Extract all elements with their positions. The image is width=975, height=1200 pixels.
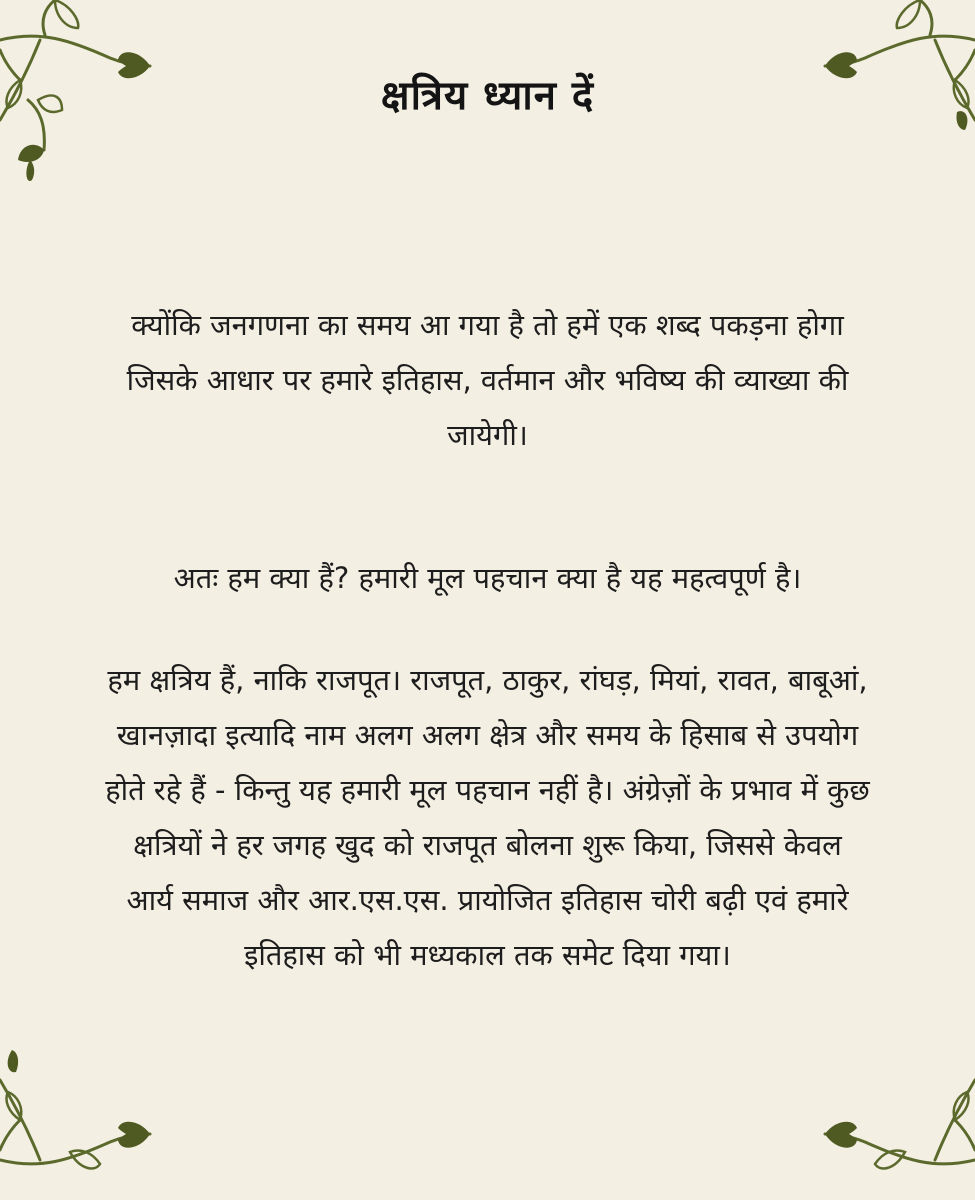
text-line: खानज़ादा इत्यादि नाम अलग अलग क्षेत्र और समय के हिसाब से उपयोग: [116, 718, 859, 752]
text-line: क्योंकि जनगणना का समय आ गया है तो हमें एक शब्द पकड़ना होगा: [131, 308, 844, 342]
paragraph-census: [40, 298, 935, 463]
text-line: जिसके आधार पर हमारे इतिहास, वर्तमान और भविष्य की व्याख्या की: [126, 363, 849, 397]
text-line: होते रहे हैं - किन्तु यह हमारी मूल पहचान नहीं है। अंग्रेज़ों के प्रभाव में कुछ: [105, 773, 870, 807]
text-line: जायेगी।: [447, 418, 528, 452]
text-line: आर्य समाज और आर.एस.एस. प्रायोजित इतिहास चोरी बढ़ी एवं हमारे: [126, 883, 849, 917]
paragraph-identity-question: [40, 551, 935, 606]
paragraph-kshatriya-identity: [40, 653, 935, 983]
page-title: क्षत्रिय ध्यान दें: [380, 73, 595, 119]
text-line: इतिहास को भी मध्यकाल तक समेट दिया गया।: [244, 938, 731, 972]
text-line: क्षत्रियों ने हर जगह खुद को राजपूत बोलना शुरू किया, जिससे केवल: [133, 828, 842, 862]
text-line: हम क्षत्रिय हैं, नाकि राजपूत। राजपूत, ठाकुर, रांघड़, मियां, रावत, बाबूआं,: [107, 663, 868, 697]
text-line: अतः हम क्या हैं? हमारी मूल पहचान क्या है यह महत्वपूर्ण है।: [173, 561, 802, 595]
vine-corner-icon: [795, 1000, 975, 1200]
vine-corner-icon: [0, 1000, 180, 1200]
